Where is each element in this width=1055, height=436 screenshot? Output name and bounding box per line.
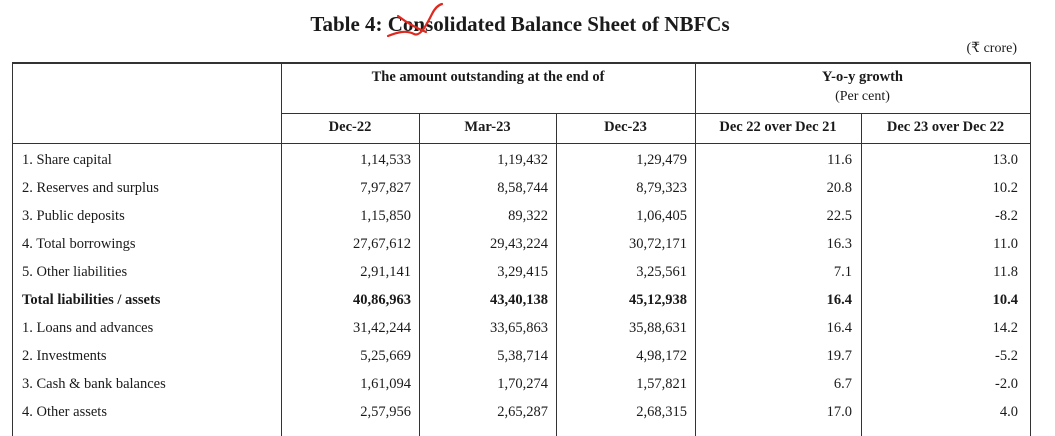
table-cell: 5,25,669 [360,348,411,364]
table-cell: 31,42,244 [353,320,411,336]
table-cell: 2,68,315 [636,404,687,420]
col-header-mar23: Mar-23 [464,119,511,135]
table-cell: 8,79,323 [636,180,687,196]
table-cell: 16.3 [826,236,852,252]
col-header-growth-2022: Dec 22 over Dec 21 [719,119,837,135]
col-divider-1 [419,113,420,436]
table-cell: 1,61,094 [360,376,411,392]
table-cell: 22.5 [826,208,852,224]
table-cell: 2,91,141 [360,264,411,280]
table-cell: 16.4 [826,320,852,336]
table-title-text: Table 4: Consolidated Balance Sheet of NBFCs [310,12,730,36]
unit-label: (₹ crore) [966,41,1017,56]
table-top-rule [12,62,1030,64]
table-cell: 1,70,274 [497,376,548,392]
table-cell: 4.0 [999,404,1018,420]
table-right-border [1030,62,1031,436]
table-cell: 14.2 [992,320,1018,336]
table-cell: 35,88,631 [629,320,687,336]
table-title [0,12,1040,37]
table-cell: 5,38,714 [497,348,548,364]
table-row-label: 2. Reserves and surplus [22,180,159,196]
table-row-label: Total liabilities / assets [22,292,161,308]
table-cell: 89,322 [508,208,548,224]
col-divider-2 [556,113,557,436]
header-bottom-rule [12,143,1030,144]
table-cell: 29,43,224 [490,236,548,252]
table-cell: -8.2 [995,208,1018,224]
table-left-border [12,62,13,436]
table-cell: 17.0 [826,404,852,420]
table-cell: -2.0 [995,376,1018,392]
table-cell: 1,06,405 [636,208,687,224]
table-row-label: 2. Investments [22,348,107,364]
table-cell: 11.0 [993,236,1018,252]
table-cell: 27,67,612 [353,236,411,252]
table-cell: 4,98,172 [636,348,687,364]
table-cell: 10.4 [992,292,1018,308]
table-cell: 20.8 [826,180,852,196]
table-cell: 30,72,171 [629,236,687,252]
table-cell: 11.8 [993,264,1018,280]
table-cell: 19.7 [826,348,852,364]
table-cell: 33,65,863 [490,320,548,336]
table-cell: 8,58,744 [497,180,548,196]
col-divider-4 [861,113,862,436]
table-row-label: 3. Public deposits [22,208,125,224]
table-cell: 1,19,432 [497,152,548,168]
table-row-label: 1. Loans and advances [22,320,154,336]
table-cell: 2,57,956 [360,404,411,420]
outstanding-group-header: The amount outstanding at the end of [371,69,605,85]
table-cell: -5.2 [995,348,1018,364]
growth-group-subheader: (Per cent) [835,89,890,104]
table-cell: 11.6 [827,152,852,168]
col-header-growth-2023: Dec 23 over Dec 22 [886,119,1005,135]
col-header-dec23: Dec-23 [604,119,647,135]
header-inner-rule [281,113,1030,114]
table-cell: 40,86,963 [353,292,411,308]
table-cell: 13.0 [992,152,1018,168]
table-row-label: 3. Cash & bank balances [22,376,166,392]
table-cell: 1,57,821 [636,376,687,392]
table-cell: 43,40,138 [490,292,548,308]
table-cell: 2,65,287 [497,404,548,420]
table-cell: 1,15,850 [360,208,411,224]
table-cell: 6.7 [833,376,852,392]
table-cell: 3,29,415 [497,264,548,280]
table-cell: 1,29,479 [636,152,687,168]
table-row-label: 4. Total borrowings [22,236,136,252]
table-cell: 45,12,938 [629,292,687,308]
col-header-dec22: Dec-22 [328,119,372,135]
table-row-label: 1. Share capital [22,152,112,168]
table-cell: 10.2 [992,180,1018,196]
table-cell: 1,14,533 [360,152,411,168]
table-row-label: 4. Other assets [22,404,107,420]
table-cell: 7.1 [833,264,852,280]
table-cell: 3,25,561 [636,264,687,280]
table-cell: 16.4 [826,292,852,308]
table-cell: 7,97,827 [360,180,411,196]
growth-group-header: Y-o-y growth [822,69,903,85]
table-row-label: 5. Other liabilities [22,264,128,280]
